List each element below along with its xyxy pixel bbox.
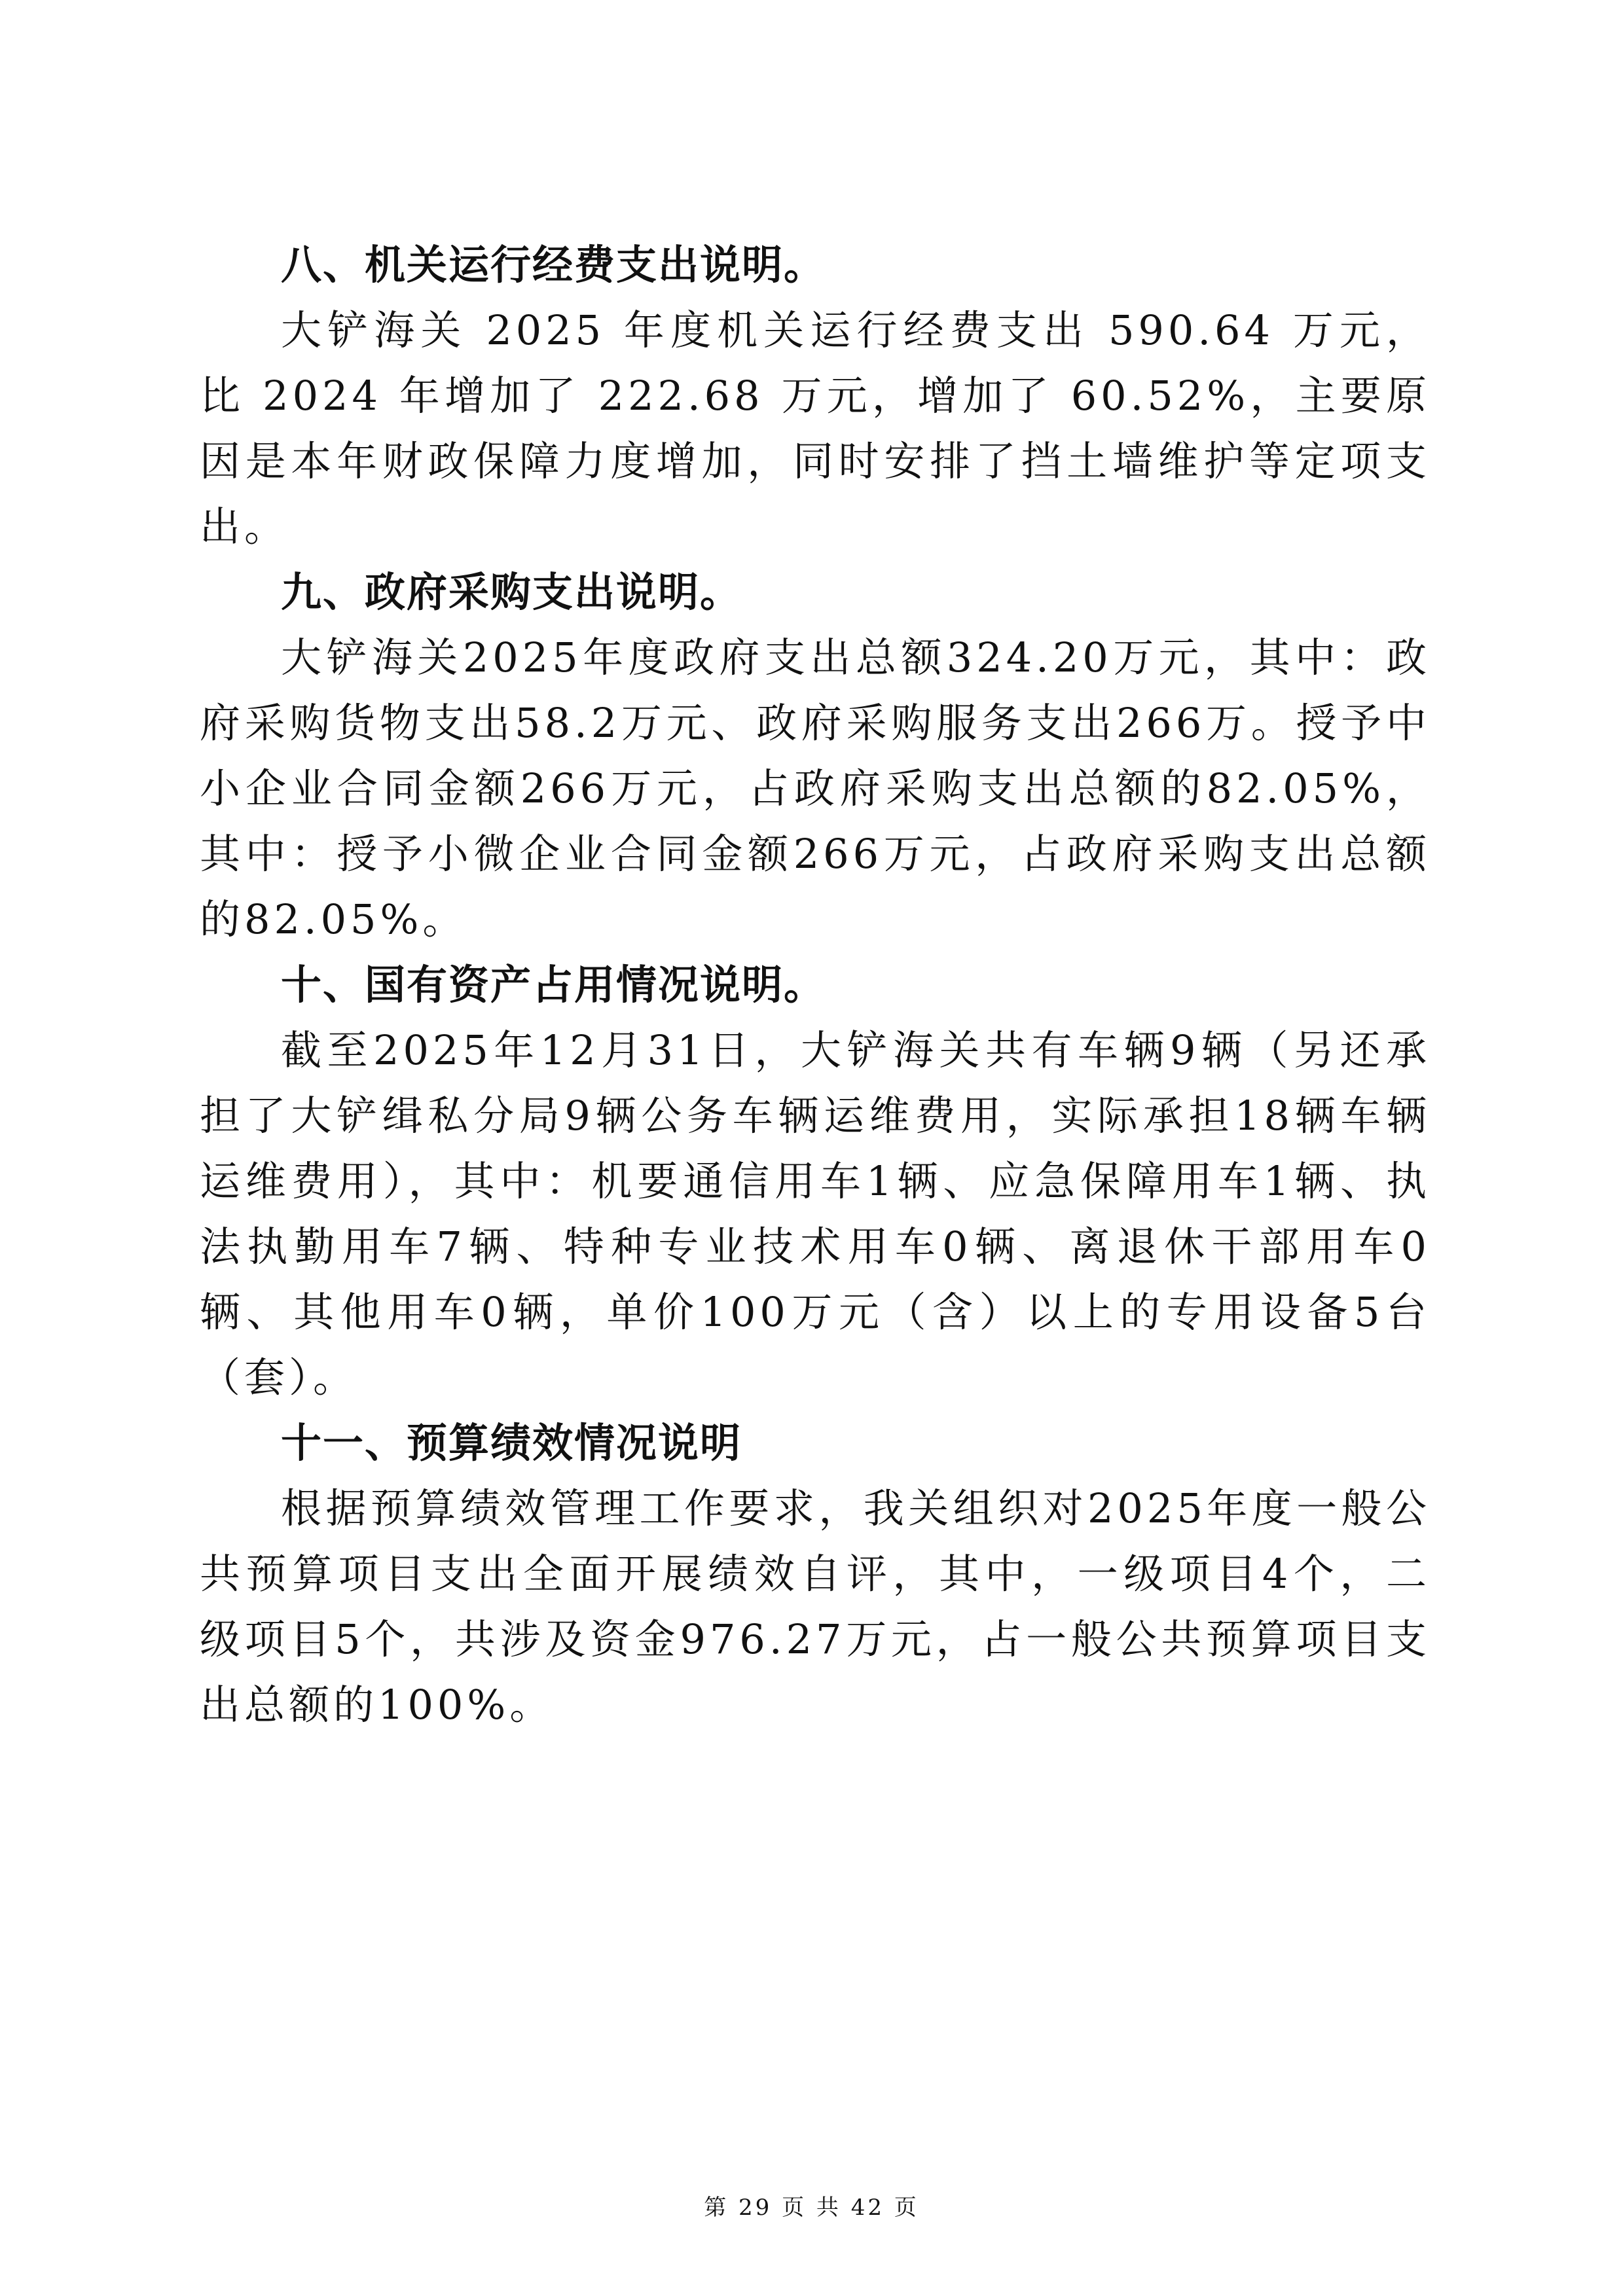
section-paragraph-9: 大铲海关2025年度政府支出总额324.20万元，其中：政府采购货物支出58.2万元、政府采购服务支出266万。授予中小企业合同金额266万元，占政府采购支出总额的82.05%，其中：授予小微企业合同金额266万元，占政府采购支出总额的82.05%。: [200, 634, 1431, 943]
section-heading-8: 八、机关运行经费支出说明。: [281, 241, 826, 289]
section-heading-11: 十一、预算绩效情况说明: [281, 1419, 742, 1467]
section-heading-9: 九、政府采购支出说明。: [281, 568, 742, 616]
section-paragraph-8: 大铲海关 2025 年度机关运行经费支出 590.64 万元，比 2024 年增加了 222.68 万元，增加了 60.52%，主要原因是本年财政保障力度增加，同时安排了挡土墙维护等定项支出。: [200, 306, 1431, 550]
section-paragraph-11: 根据预算绩效管理工作要求，我关组织对2025年度一般公共预算项目支出全面开展绩效自评，其中，一级项目4个，二级项目5个，共涉及资金976.27万元，占一般公共预算项目支出总额的100%。: [200, 1484, 1431, 1729]
document-body: [200, 232, 1431, 1738]
section-paragraph-10: 截至2025年12月31日，大铲海关共有车辆9辆（另还承担了大铲缉私分局9辆公务车辆运维费用，实际承担18辆车辆运维费用），其中：机要通信用车1辆、应急保障用车1辆、执法执勤用车7辆、特种专业技术用车0辆、离退休干部用车0辆、其他用车0辆，单价100万元（含）以上的专用设备5台（套）。: [200, 1026, 1431, 1401]
page-number-footer: 第 29 页 共 42 页: [704, 2195, 919, 2221]
section-heading-10: 十、国有资产占用情况说明。: [281, 961, 826, 1009]
